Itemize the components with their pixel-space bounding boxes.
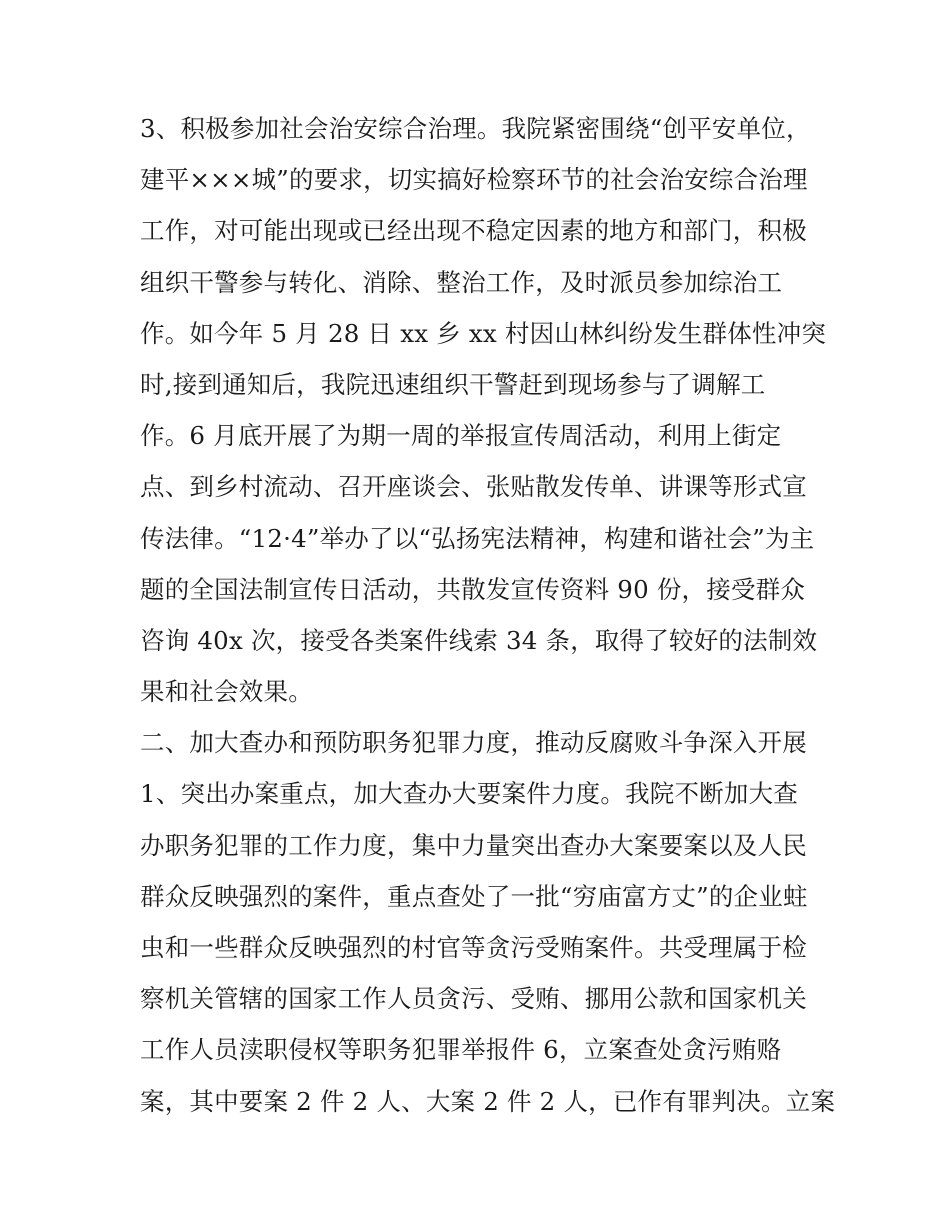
text-line: 建平×××城”的要求，切实搞好检察环节的社会治安综合治理: [140, 165, 808, 195]
text-line: 时,接到通知后，我院迅速组织干警赶到现场参与了调解工: [140, 369, 766, 399]
text-line: 题的全国法制宣传日活动，共散发宣传资料 90 份，接受群众: [140, 574, 806, 604]
text-line: 虫和一些群众反映强烈的村官等贪污受贿案件。共受理属于检: [140, 933, 807, 962]
text-line: 工作人员渎职侵权等职务犯罪举报件 6，立案查处贪污贿赂: [140, 1035, 782, 1065]
text-line: 传法律。“12·4”举办了以“弘扬宪法精神，构建和谐社会”为主: [140, 523, 815, 553]
text-line: 工作，对可能出现或已经出现不稳定因素的地方和部门，积极: [140, 216, 807, 246]
text-line: 办职务犯罪的工作力度，集中力量突出查办大案要案以及人民: [140, 830, 807, 860]
text-line: 作。如今年 5 月 28 日 xx 乡 xx 村因山林纠纷发生群体性冲突: [140, 318, 827, 348]
text-line: 群众反映强烈的案件，重点查处了一批“穷庙富方丈”的企业蛀: [140, 881, 808, 911]
body-text: [140, 103, 836, 1127]
text-line: 1、突出办案重点，加大查办大要案件力度。我院不断加大查: [140, 779, 798, 809]
text-line: 3、积极参加社会治安综合治理。我院紧密围绕“创平安单位，: [140, 114, 811, 143]
text-line: 咨询 40x 次，接受各类案件线索 34 条，取得了较好的法制效: [140, 625, 818, 655]
text-line: 果和社会效果。: [140, 677, 313, 707]
text-line: 作。6 月底开展了为期一周的举报宣传周活动，利用上街定: [140, 421, 782, 451]
text-line: 点、到乡村流动、召开座谈会、张贴散发传单、讲课等形式宣: [140, 472, 807, 502]
section-heading: 二、加大查办和预防职务犯罪力度，推动反腐败斗争深入开展: [140, 728, 807, 758]
text-line: 察机关管辖的国家工作人员贪污、受贿、挪用公款和国家机关: [140, 984, 807, 1014]
text-line: 组织干警参与转化、消除、整治工作，及时派员参加综治工: [140, 267, 783, 297]
text-line: 案，其中要案 2 件 2 人、大案 2 件 2 人，已作有罪判决。立案: [140, 1086, 836, 1116]
